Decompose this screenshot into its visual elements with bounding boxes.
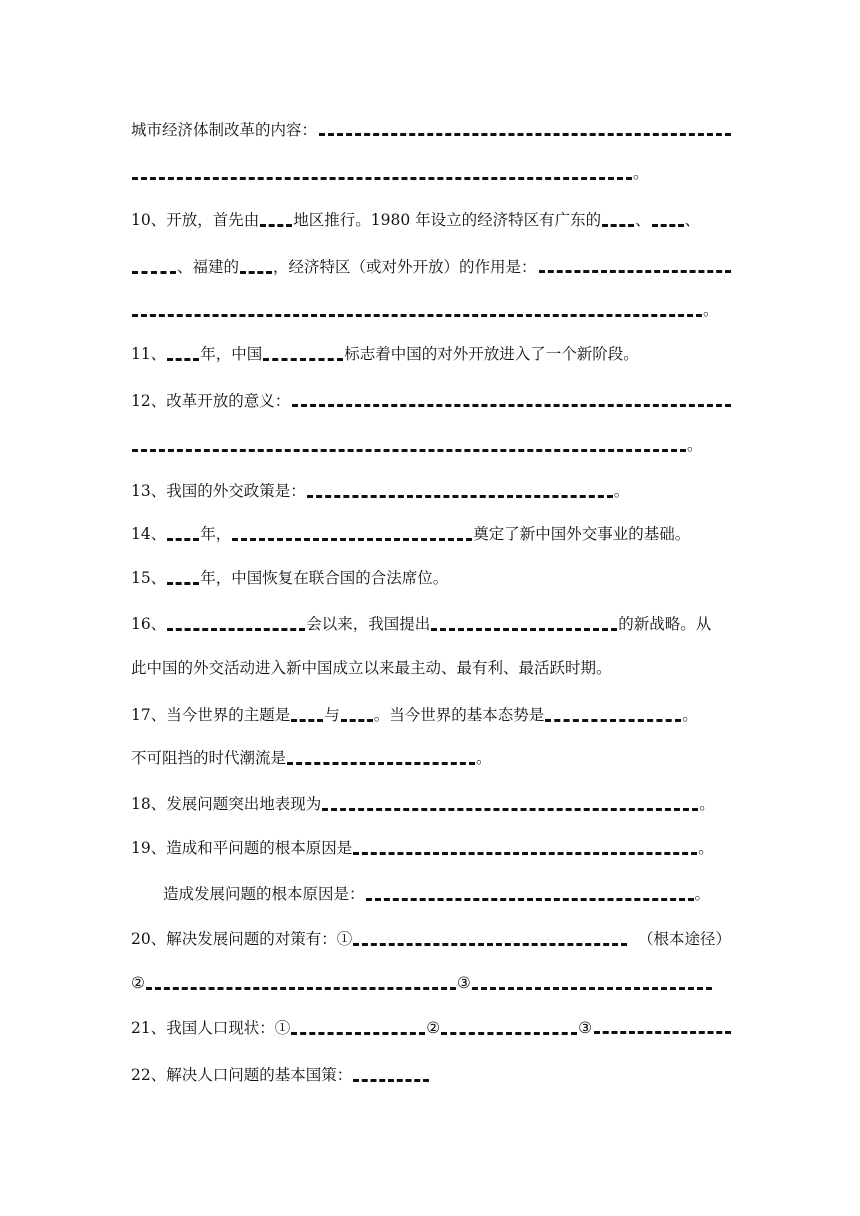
text: 标志着中国的对外开放进入了一个新阶段。 <box>344 345 639 363</box>
answer-blank[interactable] <box>431 612 617 631</box>
text: 的新战略。从 <box>618 615 712 633</box>
answer-blank[interactable] <box>307 479 613 498</box>
text: 、 <box>635 211 651 229</box>
text: 11、 <box>131 345 167 363</box>
text: ③ <box>456 974 471 992</box>
text: （根本途径） <box>637 930 731 948</box>
text: 21、我国人口现状：① <box>131 1019 291 1037</box>
text: 13、我国的外交政策是： <box>131 482 306 500</box>
answer-blank[interactable] <box>132 298 702 317</box>
line-q21 <box>131 1015 731 1041</box>
line-q12 <box>131 388 731 414</box>
line-q19 <box>131 835 731 861</box>
answer-blank[interactable] <box>545 703 681 722</box>
answer-blank[interactable] <box>353 1063 429 1082</box>
text: 年，中国 <box>200 345 263 363</box>
text: 。 <box>694 885 711 903</box>
line-q12-cont <box>131 432 731 458</box>
text: ③ <box>578 1019 593 1037</box>
text: 。 <box>699 795 715 813</box>
text: 16、 <box>131 615 167 633</box>
text: ，经济特区（或对外开放）的作用是： <box>273 258 537 276</box>
text: ② <box>131 974 145 992</box>
line-q13 <box>131 478 731 504</box>
answer-blank[interactable] <box>132 255 176 274</box>
answer-blank[interactable] <box>146 971 456 990</box>
text: 。 <box>703 301 719 319</box>
answer-blank[interactable] <box>366 882 694 901</box>
line-q18 <box>131 791 731 817</box>
text: 17、当今世界的主题是 <box>131 706 291 724</box>
answer-blank[interactable] <box>232 522 472 541</box>
line-q10-cont <box>131 254 731 280</box>
answer-blank[interactable] <box>263 342 343 361</box>
text: 。 <box>687 436 703 454</box>
answer-blank[interactable] <box>291 703 323 722</box>
text: ② <box>426 1019 441 1037</box>
text: 、 <box>684 211 701 229</box>
text: 不可阻挡的时代潮流是 <box>131 749 287 767</box>
answer-blank[interactable] <box>353 927 627 946</box>
answer-blank[interactable] <box>353 836 697 855</box>
text: 20、解决发展问题的对策有：① <box>131 930 353 948</box>
text: 此中国的外交活动进入新中国成立以来最主动、最有利、最活跃时期。 <box>131 659 612 677</box>
text: 10、开放，首先由 <box>131 211 260 229</box>
line-q17-cont <box>131 745 731 771</box>
answer-blank[interactable] <box>287 746 475 765</box>
line-urban-reform <box>131 117 731 143</box>
text: 奠定了新中国外交事业的基础。 <box>473 525 691 543</box>
line-q16-cont <box>131 655 731 681</box>
answer-blank[interactable] <box>167 612 305 631</box>
answer-blank[interactable] <box>594 1015 731 1034</box>
text: 年， <box>200 525 232 543</box>
answer-blank[interactable] <box>652 208 684 227</box>
text: 。 <box>682 706 698 724</box>
text: 18、发展问题突出地表现为 <box>131 795 322 813</box>
text: 12、改革开放的意义： <box>131 392 291 410</box>
text: 会以来，我国提出 <box>306 615 431 633</box>
line-q14 <box>131 521 731 547</box>
line-q10 <box>131 207 731 233</box>
line-q20 <box>131 926 731 952</box>
text: 。 <box>698 839 714 857</box>
text: 与 <box>324 706 340 724</box>
answer-blank[interactable] <box>240 255 272 274</box>
text: 城市经济体制改革的内容： <box>131 121 318 139</box>
answer-blank[interactable] <box>341 703 373 722</box>
answer-blank[interactable] <box>167 342 199 361</box>
line-q11 <box>131 341 731 367</box>
line-q20-cont <box>131 970 731 996</box>
answer-blank[interactable] <box>539 254 731 273</box>
answer-blank[interactable] <box>322 792 698 811</box>
text: 22、解决人口问题的基本国策： <box>131 1066 353 1084</box>
answer-blank[interactable] <box>291 1016 425 1035</box>
line-q15 <box>131 565 731 591</box>
text: 造成发展问题的根本原因是： <box>163 885 365 903</box>
text: 。当今世界的基本态势是 <box>373 706 545 724</box>
answer-blank[interactable] <box>167 522 199 541</box>
line-q10-cont2 <box>131 297 731 323</box>
line-q22 <box>131 1062 731 1088</box>
line-q19-b <box>163 881 731 907</box>
text: 14、 <box>131 525 167 543</box>
answer-blank[interactable] <box>292 388 731 407</box>
line-q16 <box>131 611 731 637</box>
answer-blank[interactable] <box>260 208 292 227</box>
answer-blank[interactable] <box>602 208 634 227</box>
text: 地区推行。1980 年设立的经济特区有广东的 <box>293 211 602 229</box>
answer-blank[interactable] <box>441 1016 577 1035</box>
line-q17 <box>131 702 731 728</box>
text: 19、造成和平问题的根本原因是 <box>131 839 353 857</box>
answer-blank[interactable] <box>132 433 686 452</box>
text: 年，中国恢复在联合国的合法席位。 <box>200 569 449 587</box>
line-urban-reform-cont <box>131 160 731 186</box>
answer-blank[interactable] <box>472 971 712 990</box>
text: 、福建的 <box>177 258 240 276</box>
text: 。 <box>613 482 630 500</box>
answer-blank[interactable] <box>132 161 632 180</box>
text: 。 <box>476 749 492 767</box>
text: 15、 <box>131 569 167 587</box>
answer-blank[interactable] <box>319 117 731 136</box>
text: 。 <box>633 164 649 182</box>
answer-blank[interactable] <box>167 566 199 585</box>
